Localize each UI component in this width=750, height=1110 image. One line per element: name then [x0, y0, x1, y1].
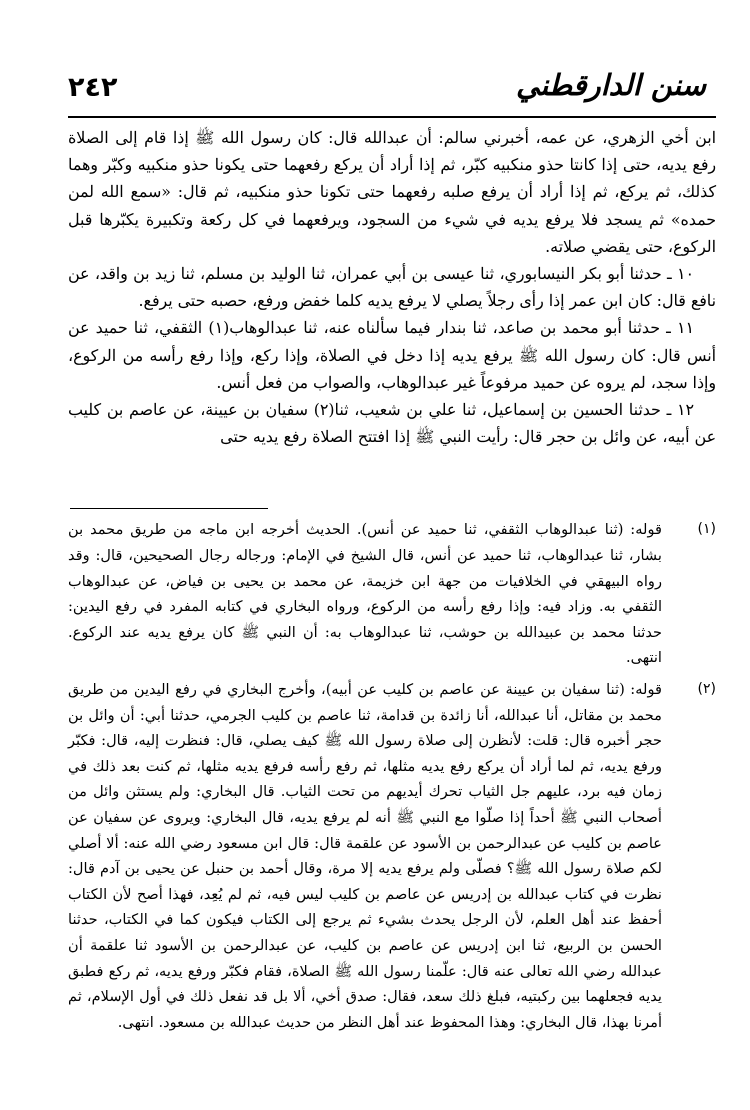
book-title: سنن الدارقطني	[516, 68, 706, 102]
page-header	[68, 64, 716, 118]
page-number: ٢٤٢	[68, 72, 118, 103]
footnote-number: (٢)	[697, 681, 716, 697]
footnotes	[68, 517, 716, 1035]
footnote-separator	[70, 508, 268, 509]
paragraph-continuation: ابن أخي الزهري، عن عمه، أخبرني سالم: أن عبدالله قال: كان رسول الله ﷺ إذا قام إلى الصلاة رفع يديه، حتى إذا كانتا حذو منكبيه كبّر، ثم إذا أراد أن يركع رفعهما حتى يكونا حذو منكبيه وكبّر وهما كذلك، ثم يركع، ثم إذا أراد أن يرفع صلبه رفعهما حتى تكونا حذو منكبيه، ثم قال: «سمع الله لمن حمده» ثم يسجد فلا يرفع يديه في شيء من السجود، ويرفعهما في كل ركعة وتكبيرة يكبّرها قبل الركوع، حتى يقضي صلاته.	[68, 128, 716, 256]
footnote-1	[68, 517, 716, 671]
main-text	[68, 124, 716, 450]
book-page	[68, 64, 716, 1064]
hadith-11: ١١ ـ حدثنا أبو محمد بن صاعد، ثنا بندار فيما سألناه عنه، ثنا عبدالوهاب(١) الثقفي، ثنا حميد عن أنس قال: كان رسول الله ﷺ يرفع يديه إذا دخل في الصلاة، وإذا ركع، وإذا رفع رأسه من الركوع، وإذا سجد، لم يروه عن حميد مرفوعاً غير عبدالوهاب، والصواب من فعل أنس.	[68, 318, 716, 392]
footnote-text: قوله: (ثنا عبدالوهاب الثقفي، ثنا حميد عن أنس). الحديث أخرجه ابن ماجه من طريق محمد بن بشار، ثنا عبدالوهاب، ثنا حميد عن أنس، قال الشيخ في الإمام: ورجاله رجال الصحيحين، قال: وقد رواه البيهقي في الخلافيات من جهة ابن خزيمة، عن محمد بن يحيى بن فياض، عن عبدالوهاب الثقفي به. وزاد فيه: وإذا رفع رأسه من الركوع، ورواه البخاري في كتابه المفرد في رفع اليدين: حدثنا محمد بن عبيدالله بن حوشب، ثنا عبدالوهاب به: أن النبي ﷺ كان يرفع يديه عند الركوع. انتهى.	[68, 521, 662, 667]
hadith-10: ١٠ ـ حدثنا أبو بكر النيسابوري، ثنا عيسى بن أبي عمران، ثنا الوليد بن مسلم، ثنا زيد بن واقد، عن نافع قال: كان ابن عمر إذا رأى رجلاً يصلي لا يرفع يديه كلما خفض ورفع، حصبه حتى يرفع.	[68, 264, 716, 311]
footnote-number: (١)	[697, 521, 716, 538]
footnote-text: قوله: (ثنا سفيان بن عيينة عن عاصم بن كليب عن أبيه)، وأخرج البخاري في رفع اليدين من طريق محمد بن مقاتل، أنا عبدالله، أنا زائدة بن قدامة، ثنا عاصم بن كليب الجرمي، حدثنا أبي: أن وائل بن حجر أخبره قال: قلت: لأنظرن إلى صلاة رسول الله ﷺ كيف يصلي، قال: فنظرت إليه، قال: فكبّر ورفع يديه، ثم لما أراد أن يركع رفع يديه مثلها، ثم رفع رأسه فرفع يديه مثلها، ثم كنت بعد ذلك في زمان فيه برد، عليهم جل الثياب تحرك أيديهم من تحت الثياب. قال البخاري: ولم يستثن وائل من أصحاب النبي ﷺ أحداً إذا صلّوا مع النبي ﷺ أنه لم يرفع يديه، قال البخاري: ويروى عن سفيان عن عاصم بن كليب عن عبدالرحمن بن الأسود عن علقمة قال: قال ابن مسعود رضي الله عنه: ألا أصلي لكم صلاة رسول الله ﷺ؟ فصلّى ولم يرفع يديه إلا مرة، وقال أحمد بن حنبل عن يحيى بن آدم قال: نظرت في كتاب عبدالله بن إدريس عن عاصم بن كليب ليس فيه، ثم لم يُعِد، فهذا أصح لأن الكتاب أحفظ عند أهل العلم، لأن الرجل يحدث بشيء ثم يرجع إلى الكتاب فيكون كما في الكتاب، حدثنا الحسن بن الربيع، ثنا ابن إدريس عن عاصم بن كليب، عن عبدالرحمن بن الأسود ثنا علقمة أن عبدالله رضي الله تعالى عنه قال: علّمنا رسول الله ﷺ الصلاة، فقام فكبّر ورفع يديه، ثم ركع فطبق يديه فجعلهما بين ركبتيه، فبلغ ذلك سعد، فقال: صدق أخي، ألا بل قد نفعل ذلك في أول الإسلام، ثم أمرنا بهذا، قال البخاري: وهذا المحفوظ عند أهل النظر من حديث عبدالله بن مسعود. انتهى.	[68, 681, 662, 1031]
hadith-12: ١٢ ـ حدثنا الحسين بن إسماعيل، ثنا علي بن شعيب، ثنا(٢) سفيان بن عيينة، عن عاصم بن كليب عن أبيه، عن وائل بن حجر قال: رأيت النبي ﷺ إذا افتتح الصلاة رفع يديه حتى	[68, 400, 716, 447]
footnote-2	[68, 677, 716, 1035]
